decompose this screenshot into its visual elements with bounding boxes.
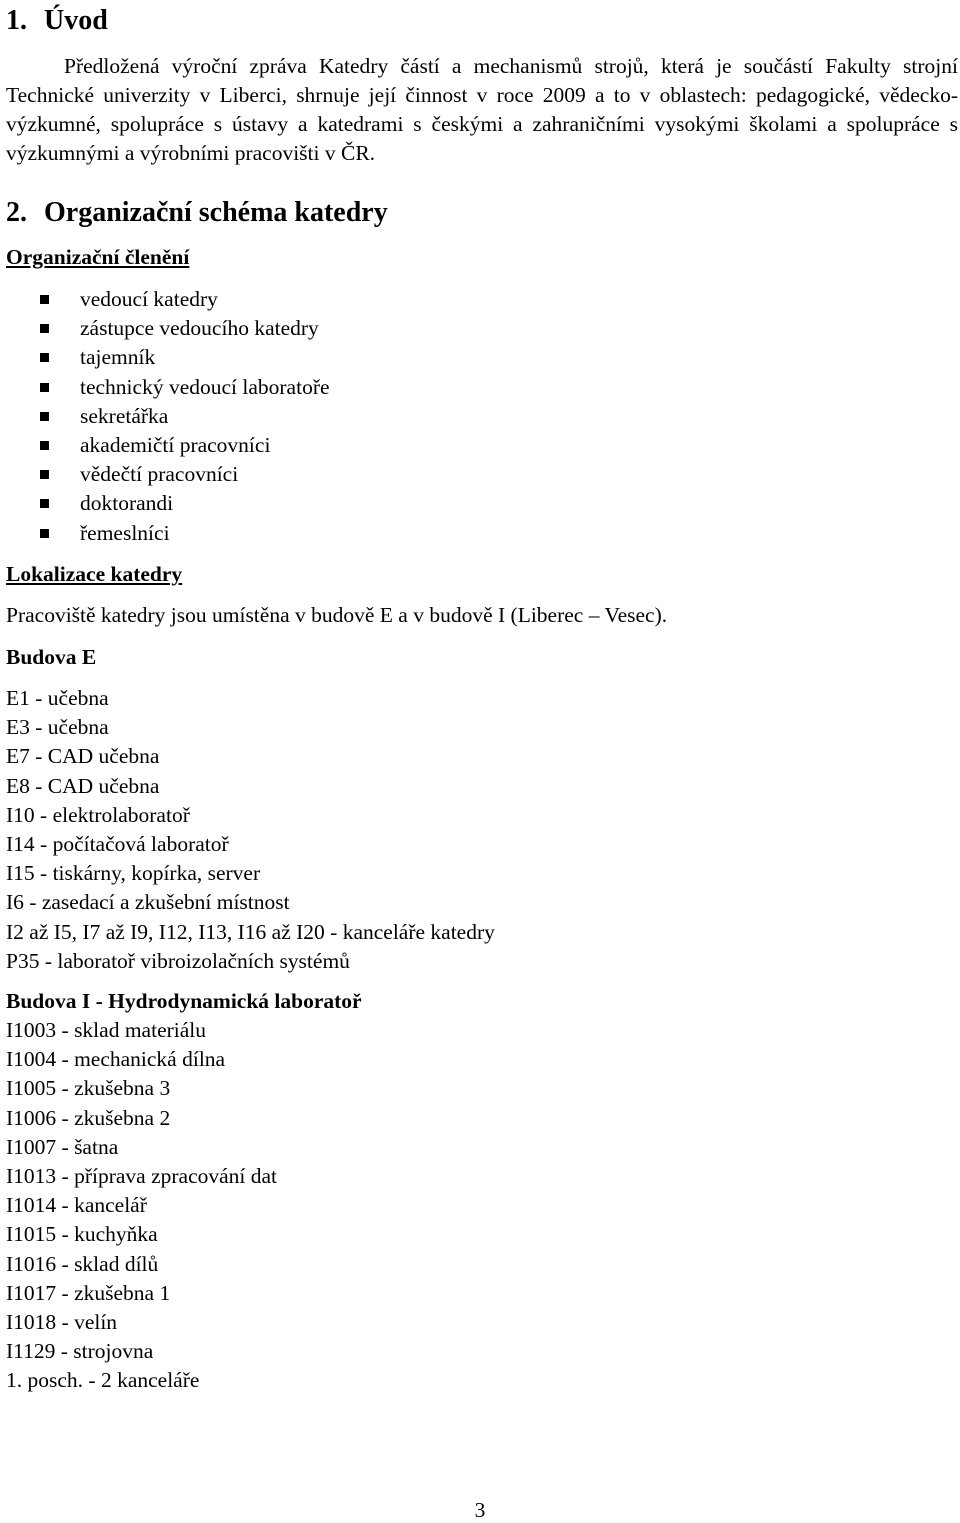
list-item: I1004 - mechanická dílna xyxy=(6,1047,226,1072)
role-list xyxy=(0,285,330,548)
location-heading: Lokalizace katedry xyxy=(6,562,183,586)
section-2-heading xyxy=(6,196,388,230)
square-bullet-icon xyxy=(40,470,49,479)
list-item: I1003 - sklad materiálu xyxy=(6,1018,207,1042)
list-item: P35 - laboratoř vibroizolačních systémů xyxy=(6,948,350,973)
list-item: E7 - CAD učebna xyxy=(6,744,160,769)
section-1-heading xyxy=(6,4,108,38)
page-number: 3 xyxy=(474,1498,486,1522)
list-item: I1017 - zkušebna 1 xyxy=(6,1280,171,1305)
building-e-title: Budova E xyxy=(6,645,97,669)
list-item xyxy=(0,489,330,518)
square-bullet-icon xyxy=(40,529,49,538)
role-label: technický vedoucí laboratoře xyxy=(80,374,330,399)
list-item: I15 - tiskárny, kopírka, server xyxy=(6,861,261,886)
section-2-number: 2. xyxy=(6,197,27,228)
list-item xyxy=(0,402,330,431)
square-bullet-icon xyxy=(40,499,49,508)
list-item xyxy=(0,343,330,372)
list-item: I10 - elektrolaboratoř xyxy=(6,802,190,827)
role-label: zástupce vedoucího katedry xyxy=(80,316,319,341)
square-bullet-icon xyxy=(40,295,49,304)
role-label: vědečtí pracovníci xyxy=(80,462,239,487)
list-item: I1007 - šatna xyxy=(6,1134,119,1159)
list-item: 1. posch. - 2 kanceláře xyxy=(6,1368,200,1393)
role-label: sekretářka xyxy=(80,403,169,428)
role-label: řemeslníci xyxy=(80,520,170,545)
square-bullet-icon xyxy=(40,324,49,333)
list-item: I1013 - příprava zpracování dat xyxy=(6,1163,278,1188)
section-1-number: 1. xyxy=(6,5,27,36)
square-bullet-icon xyxy=(40,353,49,362)
square-bullet-icon xyxy=(40,383,49,392)
list-item xyxy=(0,285,330,314)
list-item: I1005 - zkušebna 3 xyxy=(6,1076,171,1101)
list-item: E8 - CAD učebna xyxy=(6,773,160,798)
list-item xyxy=(0,431,330,460)
list-item xyxy=(0,460,330,489)
section-2-title: Organizační schéma katedry xyxy=(44,197,388,228)
list-item: E1 - učebna xyxy=(6,686,109,710)
role-label: vedoucí katedry xyxy=(80,287,218,311)
role-label: akademičtí pracovníci xyxy=(80,432,271,457)
role-label: tajemník xyxy=(80,345,156,370)
square-bullet-icon xyxy=(40,412,49,421)
list-item: I1129 - strojovna xyxy=(6,1339,154,1364)
list-item: I6 - zasedací a zkušební místnost xyxy=(6,890,290,915)
role-label: doktorandi xyxy=(80,491,174,516)
list-item xyxy=(0,373,330,402)
list-item: I1006 - zkušebna 2 xyxy=(6,1105,171,1130)
list-item: I1018 - velín xyxy=(6,1309,118,1334)
building-i-title: Budova I - Hydrodynamická laboratoř xyxy=(6,989,362,1013)
list-item xyxy=(0,519,330,548)
list-item: I1014 - kancelář xyxy=(6,1193,147,1218)
list-item: E3 - učebna xyxy=(6,715,109,740)
org-structure-heading: Organizační členění xyxy=(6,245,190,269)
building-i-room-list xyxy=(6,1016,277,1395)
list-item xyxy=(0,314,330,343)
list-item: I1016 - sklad dílů xyxy=(6,1251,159,1276)
intro-paragraph: Předložená výroční zpráva Katedry částí a mechanismů strojů, která je součástí Fakulty strojní Technické univerzity v Liberci, shrnuje její činnost v roce 2009 a to v oblastech: pedagogické, vědecko-výzkumné, spolupráce s ústavy a katedrami s českými a zahraničními vysokými školami a spolupráce s výzkumnými a výrobními pracovišti v ČR. xyxy=(6,54,958,165)
list-item: I14 - počítačová laboratoř xyxy=(6,831,229,856)
building-e-room-list xyxy=(6,684,495,976)
square-bullet-icon xyxy=(40,441,49,450)
list-item: I2 až I5, I7 až I9, I12, I13, I16 až I20 - kanceláře katedry xyxy=(6,919,495,944)
section-1-title: Úvod xyxy=(44,5,108,36)
list-item: I1015 - kuchyňka xyxy=(6,1222,158,1247)
location-text: Pracoviště katedry jsou umístěna v budově E a v budově I (Liberec – Vesec). xyxy=(6,603,668,627)
